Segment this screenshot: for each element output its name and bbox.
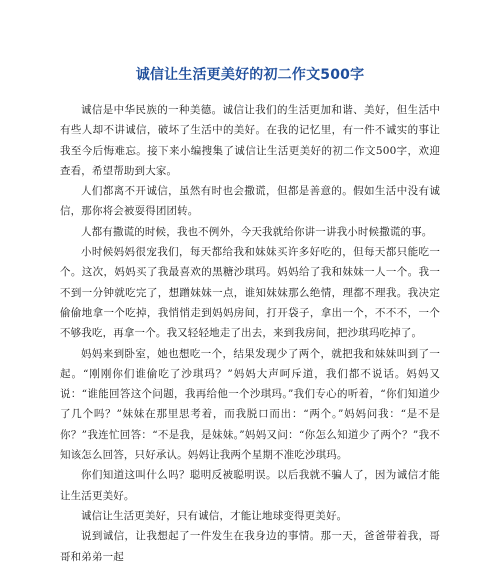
paragraph: 你们知道这叫什么吗？聪明反被聪明误。以后我就不骗人了，因为诚信才能让生活更美好。 bbox=[60, 469, 440, 502]
paragraph: 小时候妈妈很宠我们，每天都给我和妹妹买许多好吃的，但每天都只能吃一个。这次，妈妈买了我最喜欢的黑糖沙琪玛。妈妈给了我和妹妹一人一个。我一不到一分钟就吃完了，想蹭妹妹一点，谁知妹妹那么绝情，理都不理我。我决定偷偷地拿一个吃掉，我悄悄走到妈妈房间，打开袋子，拿出一个，不不不，一个不够我吃，再拿一个。我又轻轻地走了出去，来到我房间，把沙琪玛吃掉了。 bbox=[60, 246, 440, 340]
paragraph: 人们都离不开诚信，虽然有时也会撒谎，但都是善意的。假如生活中没有诚信，那你将会被耍得团团转。 bbox=[60, 185, 440, 218]
article-title: 诚信让生活更美好的初二作文500字 bbox=[135, 67, 365, 83]
paragraph: 妈妈来到卧室，她也想吃一个，结果发现少了两个，就把我和妹妹叫到了一起。“刚刚你们谁偷吃了沙琪玛？”妈妈大声呵斥道，我们都不说话。妈妈又说：“谁能回答这个问题，我再给他一个沙琪玛。”我们专心的听着，“你们知道少了几个吗？”妹妹在那里思考着，而我脱口而出：“两个。”妈妈问我：“是不是你？”我连忙回答：“不是我，是妹妹。”妈妈又问：“你怎么知道少了两个？”我不知该怎么回答，只好承认。妈妈让我两个星期不准吃沙琪玛。 bbox=[60, 347, 440, 462]
paragraph: 人都有撒谎的时候，我也不例外，今天我就给你讲一讲我小时候撒谎的事。 bbox=[81, 225, 433, 238]
paragraph: 诚信让生活更美好，只有诚信，才能让地球变得更美好。 bbox=[81, 509, 348, 522]
article-body bbox=[60, 100, 440, 567]
paragraph: 诚信是中华民族的一种美德。诚信让我们的生活更加和谐、美好，但生活中有些人却不讲诚信，破坏了生活中的美好。在我的记忆里，有一件不诚实的事让我至今后悔难忘。接下来小编搜集了诚信让生活更美好的初二作文500字，欢迎查看，希望帮助到大家。 bbox=[60, 104, 440, 177]
paragraph: 说到诚信，让我想起了一件发生在我身边的事情。那一天，爸爸带着我，哥哥和弟弟一起 bbox=[60, 530, 440, 563]
